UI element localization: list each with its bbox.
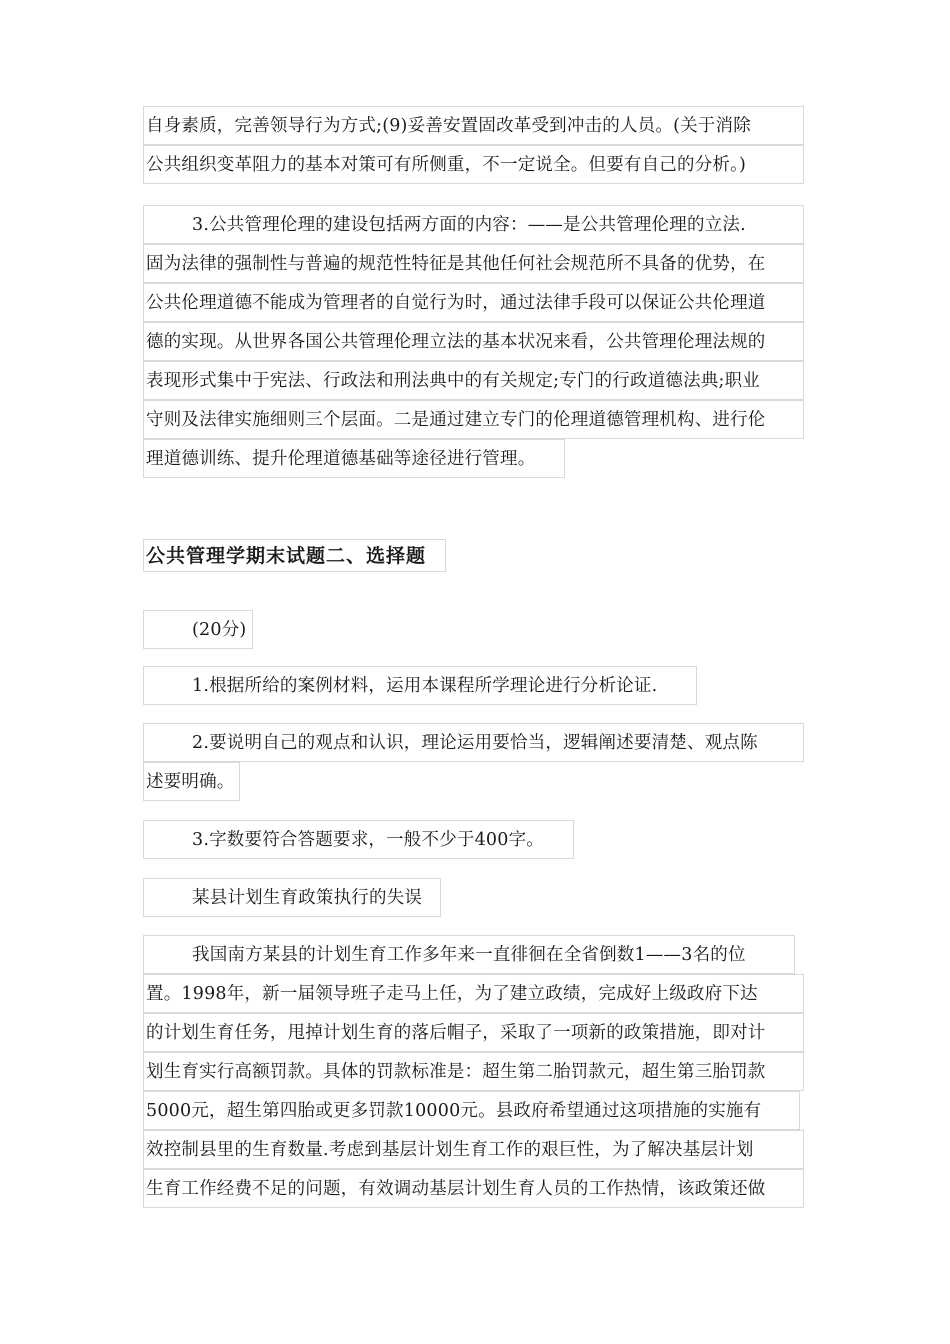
paragraph-line: 表现形式集中于宪法、行政法和刑法典中的有关规定;专门的行政道德法典;职业 (143, 361, 804, 400)
case-line: 我国南方某县的计划生育工作多年来一直徘徊在全省倒数1——3名的位 (143, 935, 795, 974)
paragraph-line: 自身素质，完善领导行为方式;(9)妥善安置固改革受到冲击的人员。(关于消除 (143, 106, 804, 145)
paragraph-line: 守则及法律实施细则三个层面。二是通过建立专门的伦理道德管理机构、进行伦 (143, 400, 804, 439)
paragraph-line: 3.公共管理伦理的建设包括两方面的内容：——是公共管理伦理的立法. (143, 205, 804, 244)
requirement-line: 2.要说明自己的观点和认识，理论运用要恰当，逻辑阐述要清楚、观点陈 (143, 723, 804, 762)
paragraph-line: 德的实现。从世界各国公共管理伦理立法的基本状况来看，公共管理伦理法规的 (143, 322, 804, 361)
case-line: 效控制县里的生育数量.考虑到基层计划生育工作的艰巨性，为了解决基层计划 (143, 1130, 804, 1169)
case-line: 置。1998年，新一届领导班子走马上任，为了建立政绩，完成好上级政府下达 (143, 974, 804, 1013)
requirement-line: 3.字数要符合答题要求，一般不少于400字。 (143, 820, 574, 859)
case-line: 的计划生育任务，甩掉计划生育的落后帽子，采取了一项新的政策措施，即对计 (143, 1013, 804, 1052)
score-line: (20分) (143, 610, 253, 649)
case-line: 生育工作经费不足的问题，有效调动基层计划生育人员的工作热情，该政策还做 (143, 1169, 804, 1208)
section-heading: 公共管理学期末试题二、选择题 (143, 539, 446, 572)
requirement-line: 1.根据所给的案例材料，运用本课程所学理论进行分析论证. (143, 666, 697, 705)
paragraph-line: 固为法律的强制性与普遍的规范性特征是其他任何社会规范所不具备的优势，在 (143, 244, 804, 283)
requirement-line: 述要明确。 (143, 762, 240, 801)
paragraph-line: 公共伦理道德不能成为管理者的自觉行为时，通过法律手段可以保证公共伦理道 (143, 283, 804, 322)
paragraph-line: 理道德训练、提升伦理道德基础等途径进行管理。 (143, 439, 565, 478)
case-title: 某县计划生育政策执行的失误 (143, 878, 441, 917)
case-line: 5000元，超生第四胎或更多罚款10000元。县政府希望通过这项措施的实施有 (143, 1091, 800, 1130)
case-line: 划生育实行高额罚款。具体的罚款标准是：超生第二胎罚款元，超生第三胎罚款 (143, 1052, 804, 1091)
paragraph-line: 公共组织变革阻力的基本对策可有所侧重，不一定说全。但要有自己的分析。) (143, 145, 804, 184)
